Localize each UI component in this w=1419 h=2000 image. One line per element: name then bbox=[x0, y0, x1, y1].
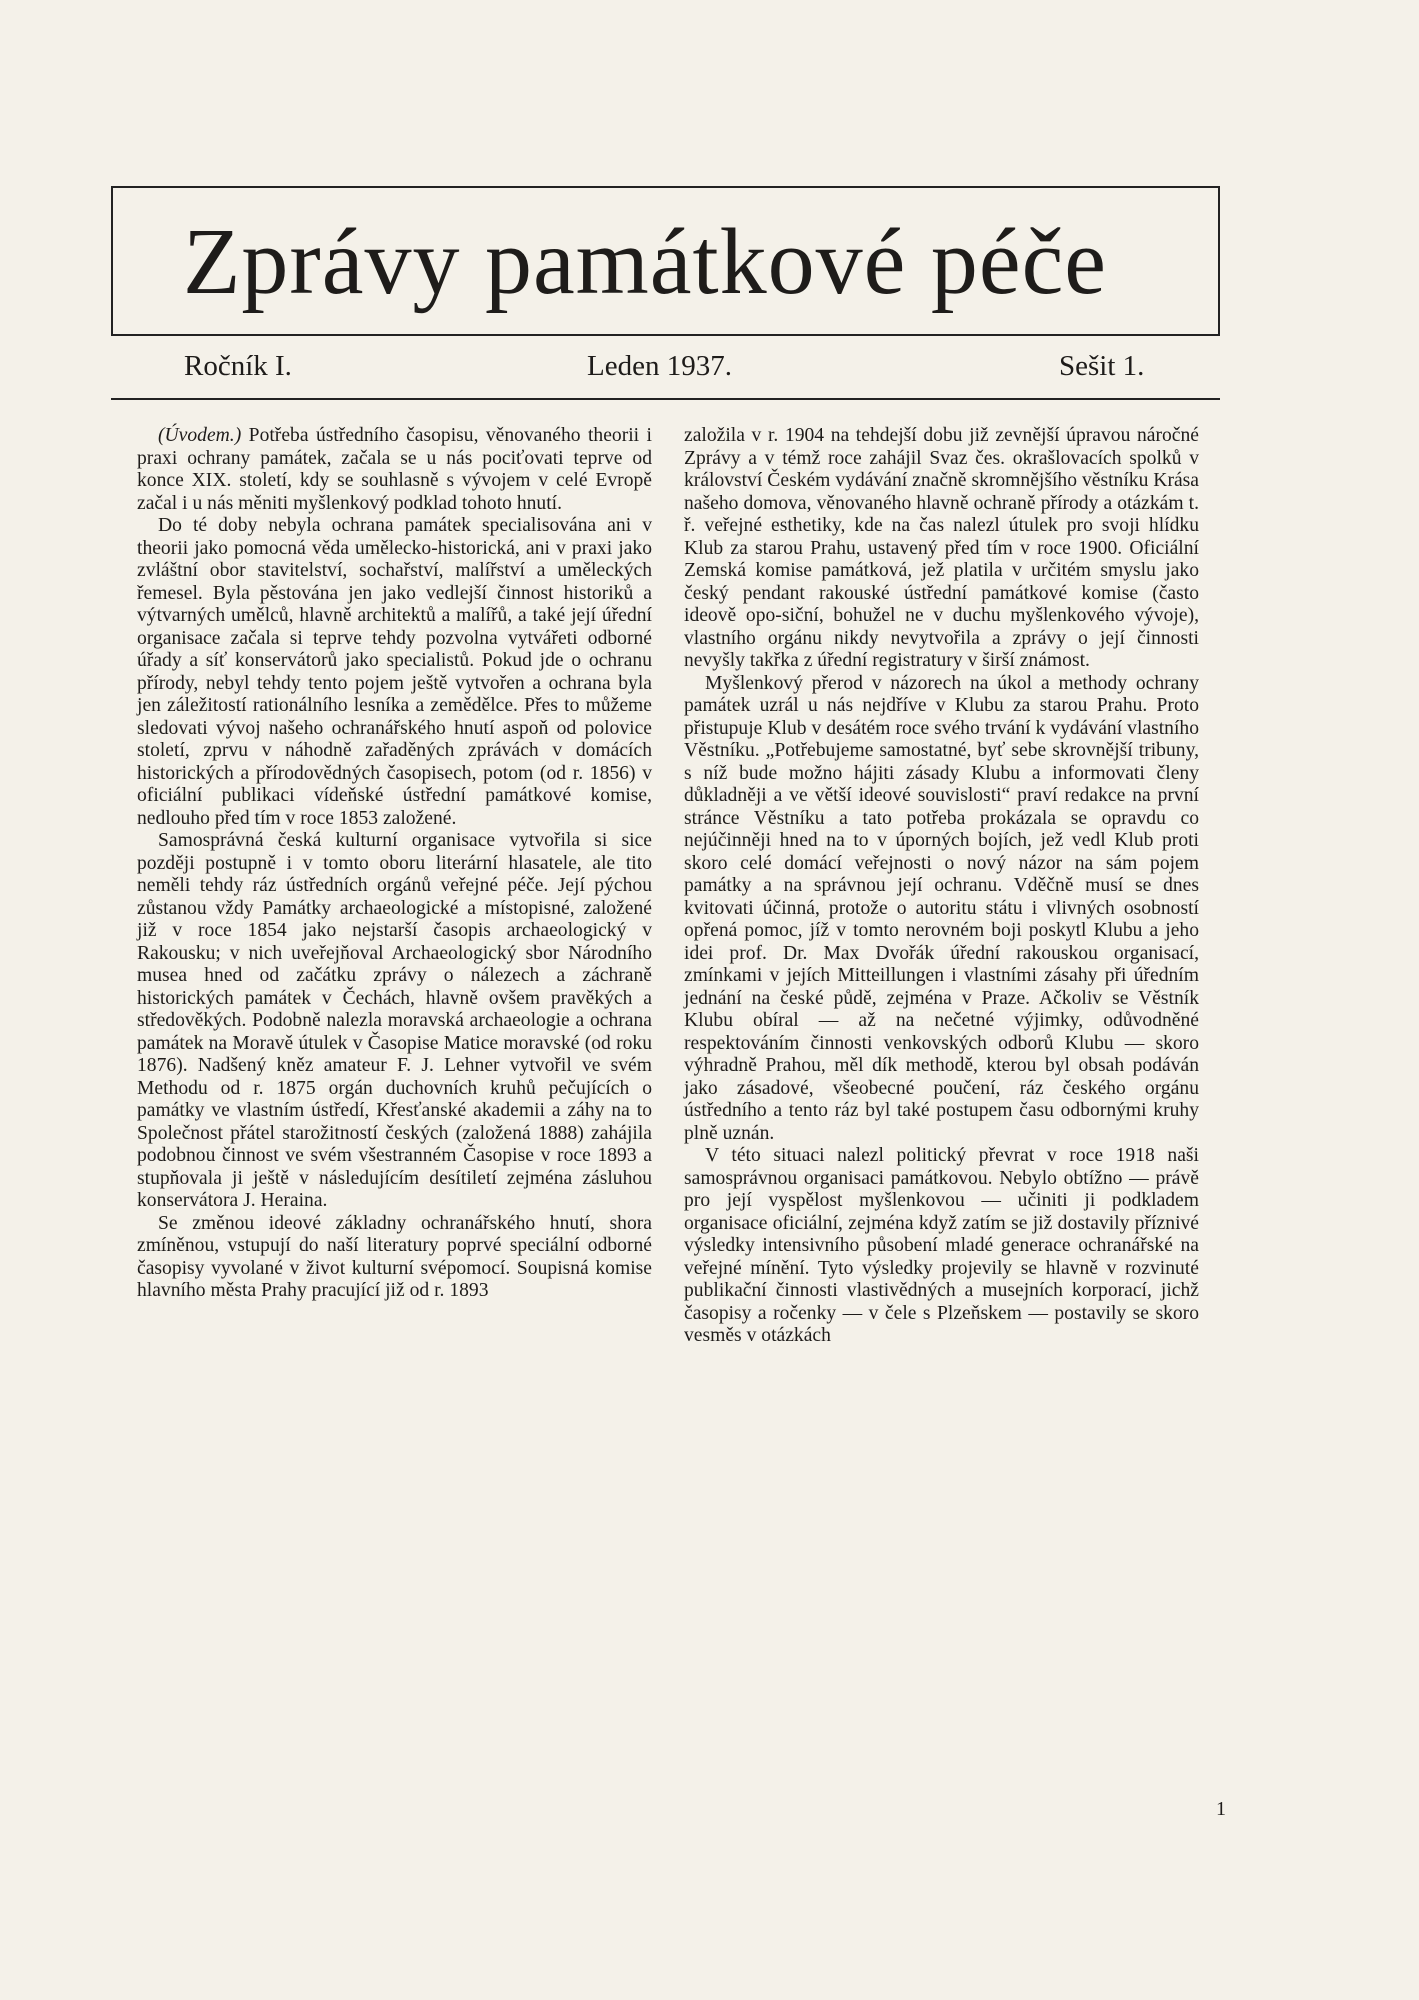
paragraph: V této situaci nalezl politický převrat v roce 1918 naši samosprávnou organisaci památkovou. Nebylo obtížno — právě pro její vyspělost myšlenkovou — učiniti ji podkladem organisace oficiální, zejména když zatím se již dostavily příznivé výsledky intensivního působení mladé generace ochranářské na veřejné mínění. Tyto výsledky projevily se hlavně v rozvinuté publikační činnosti vlastivědných a musejních korporací, jichž časopisy a ročenky — v čele s Plzeňskem — postavily se skoro vesměs v otázkách bbox=[684, 1145, 1199, 1346]
paragraph: Do té doby nebyla ochrana památek specialisována ani v theorii jako pomocná věda umělecko-historická, ani v praxi jako zvláštní obor stavitelství, sochařství, malířství a uměleckých řemesel. Byla pěstována jen jako vedlejší činnost historiků a výtvarných umělců, hlavně architektů a malířů, a také její úřední organisace začala si teprve tehdy pozvolna vytvářeti odborné úřady a síť konservátorů jako specialistů. Pokud jde o ochranu přírody, nebyl tehdy tento pojem ještě vytvořen a ochrana byla jen záležitostí rationálního lesníka a zemědělce. Přes to můžeme sledovati vývoj našeho ochranářského hnutí aspoň od polovice století, zprvu v náhodně zařaděných zprávách v domácích historických a přírodovědných časopisech, potom (od r. 1856) v oficiální publikaci vídeňské ústřední památkové komise, nedlouho před tím v roce 1853 založené. bbox=[137, 515, 652, 829]
intro-label: (Úvodem.) bbox=[158, 425, 242, 446]
paragraph bbox=[137, 425, 652, 515]
right-column bbox=[684, 425, 1199, 1348]
issue-number: Sešit 1. bbox=[1059, 350, 1145, 382]
page-number: 1 bbox=[1216, 1798, 1226, 1820]
left-column bbox=[137, 425, 652, 1303]
paragraph: založila v r. 1904 na tehdejší dobu již zevnější úpravou náročné Zprávy a v témž roce zahájil Svaz čes. okrašlovacích spolků v království Českém vydávání značně skromnějšího věstníku Krása našeho domova, věnovaného hlavně ochraně přírody a otázkám t. ř. veřejné esthetiky, kde na čas nalezl útulek pro svoji hlídku Klub za starou Prahu, ustavený před tím v roce 1900. Oficiální Zemská komise památková, jež platila v určitém smyslu jako český pendant rakouské ústřední památkové komise (často ideově opo-siční, bohužel ne v duchu myšlenkového vývoje), vlastního orgánu nikdy nevytvořila a zprávy o její činnosti nevyšly takřka z úřední registratury v širší známost. bbox=[684, 425, 1199, 671]
issue-info bbox=[111, 350, 1220, 400]
paragraph: Myšlenkový přerod v názorech na úkol a methody ochrany památek uzrál u nás nejdříve v Klubu za starou Prahu. Proto přistupuje Klub v desátém roce svého trvání k vydávání vlastního Věstníku. „Potřebujeme samostatné, byť sebe skrovnější tribuny, s níž bude možno hájiti zásady Klubu a informovati členy důkladněji a ve větší ideové souvislosti“ praví redakce na první stránce Věstníku a tato potřeba prokázala se opravdu co nejúčinněji hned na to v úporných bojích, jež vedl Klub proti skoro celé domácí veřejnosti o nový názor na sám pojem památky a na správnou její ochranu. Vděčně musí se dnes kvitovati účinná, protože o autoritu státu i vlivných osobností opřená pomoc, jíž v tomto nerovném boji poskytl Klubu a jeho idei prof. Dr. Max Dvořák úřední rakouskou organisací, zmínkami v jejích Mitteillungen i vlastními zásahy při úředním jednání na české půdě, zejména v Praze. Ačkoliv se Věstník Klubu obíral — až na nečetné výjimky, odůvodněné respektováním činnosti venkovských odborů Klubu — skoro výhradně Prahou, měl dík methodě, kterou byl obsah podáván jako zásadové, všeobecné poučení, ráz českého orgánu ústředního a tento ráz byl také postupem času odbornými kruhy plně uznán. bbox=[684, 672, 1199, 1144]
paragraph-text: Potřeba ústředního časopisu, věnovaného theorii i praxi ochrany památek, začala se u nás pociťovati teprve od konce XIX. století, kdy se souhlasně s vývojem v celé Evropě začal i u nás měniti myšlenkový podklad tohoto hnutí. bbox=[137, 425, 652, 514]
masthead-box bbox=[111, 186, 1220, 336]
paragraph: Se změnou ideové základny ochranářského hnutí, shora zmíněnou, vstupují do naší literatury poprvé speciální odborné časopisy vyvolané v život kulturní svépomocí. Soupisná komise hlavního města Prahy pracující již od r. 1893 bbox=[137, 1212, 652, 1301]
volume-label: Ročník I. bbox=[184, 350, 292, 382]
paragraph: Samosprávná česká kulturní organisace vytvořila si sice později postupně i v tomto oboru literární hlasatele, ale tito neměli tehdy ráz ústředních orgánů veřejné péče. Její pýchou zůstanou vždy Památky archaeologické a místopisné, založené již v roce 1854 jako nejstarší časopis archaeologický v Rakousku; v nich uveřejňoval Archaeologický sbor Národního musea hned od začátku zprávy o nálezech a záchraně historických památek v Čechách, hlavně ovšem pravěkých a středověkých. Podobně nalezla moravská archaeologie a ochrana památek na Moravě útulek v Časopise Matice moravské (od roku 1876). Nadšený kněz amateur F. J. Lehner vytvořil ve svém Methodu od r. 1875 orgán duchovních kruhů pečujících o památky ve vlastním ústředí, Křesťanské akademii a záhy na to Společnost přátel starožitností českých (založená 1888) zahájila podobnou činnost ve svém všestranném Časopise v roce 1893 a stupňovala ji ještě v následujícím desítiletí zejména zásluhou konservátora J. Heraina. bbox=[137, 830, 652, 1211]
issue-date: Leden 1937. bbox=[587, 350, 732, 382]
journal-title: Zprávy památkové péče bbox=[183, 210, 1108, 314]
header-divider bbox=[111, 398, 1220, 400]
